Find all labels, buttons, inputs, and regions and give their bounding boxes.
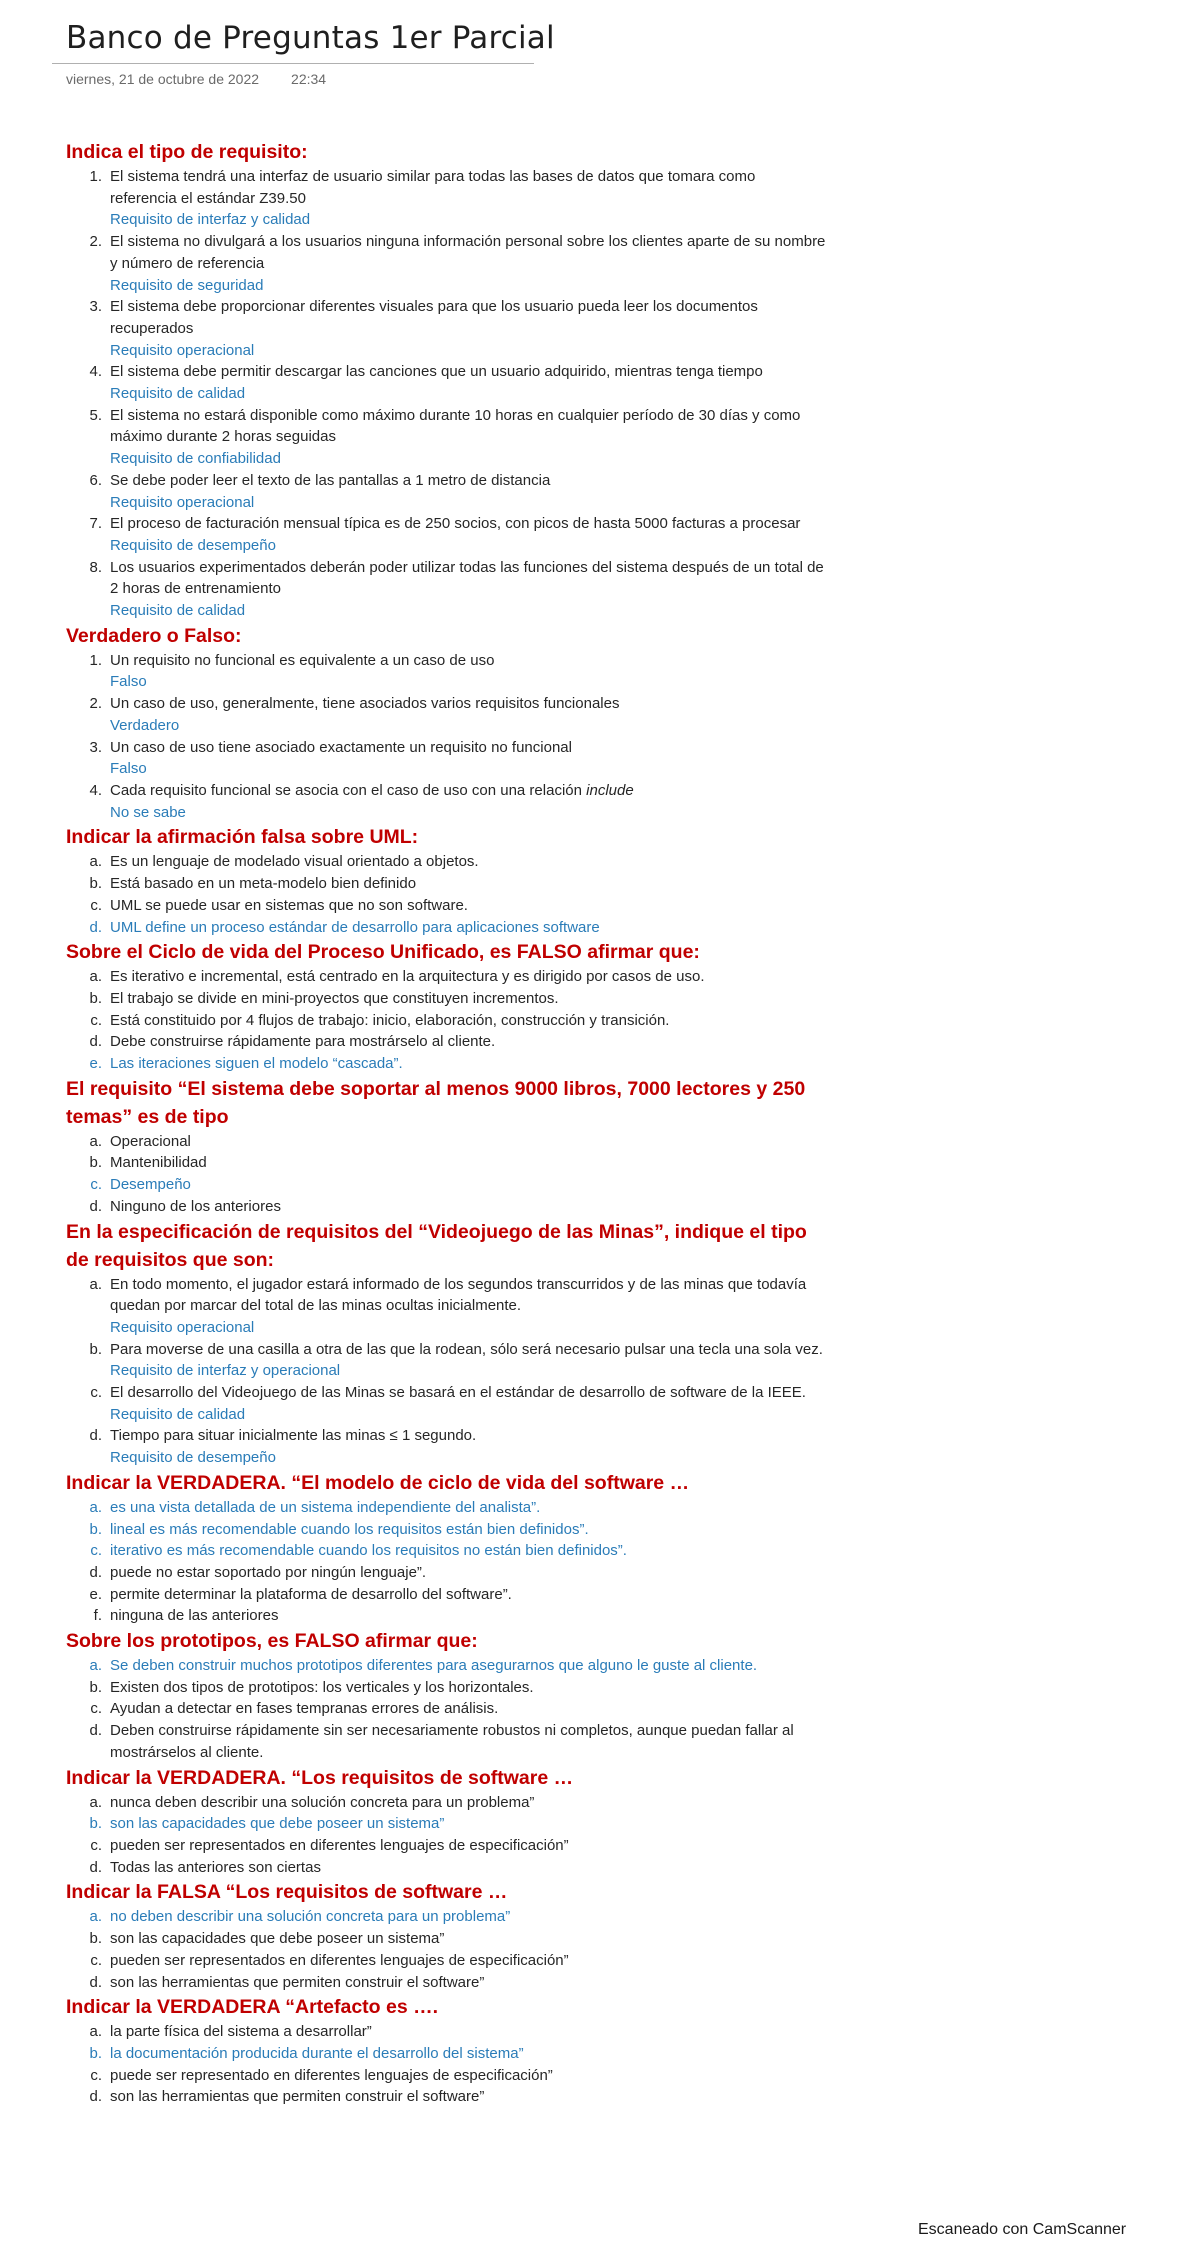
- question-text: Todas las anteriores son ciertas: [110, 1858, 321, 1876]
- question-text: Es iterativo e incremental, está centrado en la arquitectura y es dirigido por casos de uso.: [110, 968, 705, 986]
- option-item: [66, 1562, 826, 1584]
- question-item: [66, 513, 826, 556]
- answer-text: Verdadero: [110, 716, 180, 734]
- list-marker: c.: [90, 1542, 102, 1560]
- list-marker: b.: [89, 2044, 102, 2062]
- question-item: [66, 361, 826, 404]
- list-marker: e.: [89, 1585, 102, 1603]
- option-item: [66, 1792, 826, 1814]
- list-marker: a.: [89, 968, 102, 986]
- question-list: [66, 966, 826, 1075]
- question-list: [66, 166, 826, 622]
- answer-text: Requisito de interfaz y calidad: [110, 211, 311, 229]
- section-title: En la especificación de requisitos del “Videojuego de las Minas”, indique el tipo de requisitos que son:: [66, 1220, 807, 1271]
- list-marker: a.: [89, 1657, 102, 1675]
- question-text: ninguna de las anteriores: [110, 1607, 279, 1625]
- section-title: Indicar la afirmación falsa sobre UML:: [66, 826, 419, 849]
- list-marker: c.: [90, 2066, 102, 2084]
- option-item: [66, 1857, 826, 1879]
- list-marker: d.: [89, 1033, 102, 1051]
- question-text: Un requisito no funcional es equivalente a un caso de uso: [110, 651, 495, 669]
- question-text: UML se puede usar en sistemas que no son software.: [110, 896, 468, 914]
- list-marker: 8.: [89, 558, 102, 576]
- question-item: [66, 166, 826, 231]
- question-item: [66, 1339, 826, 1382]
- list-marker: d.: [89, 2088, 102, 2106]
- question-item: [66, 693, 826, 736]
- correct-option: [66, 1655, 826, 1677]
- question-text: Deben construirse rápidamente sin ser necesariamente robustos ni completos, aunque puedan fallar al mostrárselos al cliente.: [110, 1722, 794, 1761]
- answer-text: Requisito operacional: [110, 1318, 255, 1336]
- list-marker: b.: [89, 1154, 102, 1172]
- list-marker: c.: [90, 896, 102, 914]
- list-marker: b.: [89, 1678, 102, 1696]
- question-item: [66, 780, 826, 823]
- list-marker: a.: [89, 1793, 102, 1811]
- answer-text: No se sabe: [110, 803, 186, 821]
- list-marker: 1.: [89, 651, 102, 669]
- list-marker: 7.: [89, 515, 102, 533]
- answer-text: Requisito de calidad: [110, 602, 246, 620]
- list-marker: c.: [90, 1011, 102, 1029]
- question-list: [66, 2021, 826, 2108]
- question-text: Ninguno de los anteriores: [110, 1197, 281, 1215]
- answer-text: Requisito de calidad: [110, 1405, 246, 1423]
- answer-text: Requisito de interfaz y operacional: [110, 1362, 341, 1380]
- question-text: Para moverse de una casilla a otra de las que la rodean, sólo será necesario pulsar una tecla una sola vez.: [110, 1340, 823, 1358]
- question-text: El sistema no divulgará a los usuarios ninguna información personal sobre los clientes aparte de su nombre y número de referencia: [110, 233, 826, 272]
- answer-text: Falso: [110, 760, 147, 778]
- question-item: [66, 231, 826, 296]
- list-marker: b.: [89, 1815, 102, 1833]
- section-title: Indica el tipo de requisito:: [66, 141, 308, 163]
- answer-text: Requisito de confiabilidad: [110, 450, 281, 468]
- correct-option: [66, 1813, 826, 1835]
- question-text: Mantenibilidad: [110, 1154, 207, 1172]
- question-list: [66, 1274, 826, 1469]
- option-item: [66, 1972, 826, 1994]
- correct-option: [66, 1519, 826, 1541]
- list-marker: 4.: [89, 363, 102, 381]
- correct-option: [66, 1174, 826, 1196]
- option-item: [66, 1928, 826, 1950]
- correct-option: [66, 1053, 826, 1075]
- title-divider: [52, 63, 534, 64]
- question-text: no deben describir una solución concreta para un problema”: [110, 1908, 511, 1926]
- list-marker: 3.: [89, 298, 102, 316]
- question-text: Las iteraciones siguen el modelo “cascada”.: [110, 1055, 403, 1073]
- list-marker: a.: [89, 1498, 102, 1516]
- question-list: [66, 1792, 826, 1879]
- question-item: [66, 296, 826, 361]
- question-text: Se debe poder leer el texto de las pantallas a 1 metro de distancia: [110, 471, 551, 489]
- list-marker: 1.: [89, 168, 102, 185]
- list-marker: a.: [89, 853, 102, 871]
- question-text: El proceso de facturación mensual típica es de 250 socios, con picos de hasta 5000 facturas a procesar: [110, 515, 801, 533]
- list-marker: c.: [90, 1951, 102, 1969]
- question-list: [66, 1497, 826, 1627]
- option-item: [66, 966, 826, 988]
- list-marker: a.: [89, 1275, 102, 1293]
- option-item: [66, 2021, 826, 2043]
- question-text: Está basado en un meta-modelo bien definido: [110, 875, 417, 893]
- option-item: [66, 1677, 826, 1699]
- question-item: [66, 1274, 826, 1339]
- option-item: [66, 1720, 826, 1763]
- option-item: [66, 1031, 826, 1053]
- section-title: Indicar la VERDADERA “Artefacto es ….: [66, 1996, 439, 2019]
- list-marker: d.: [89, 1427, 102, 1445]
- answer-text: Requisito de desempeño: [110, 1449, 276, 1467]
- question-text: puede ser representado en diferentes lenguajes de especificación”: [110, 2066, 553, 2084]
- question-text: puede no estar soportado por ningún lenguaje”.: [110, 1563, 427, 1581]
- question-text: Debe construirse rápidamente para mostrárselo al cliente.: [110, 1033, 496, 1051]
- correct-option: [66, 2043, 826, 2065]
- page-date: viernes, 21 de octubre de 2022: [66, 71, 260, 87]
- list-marker: d.: [89, 1563, 102, 1581]
- correct-option: [66, 1497, 826, 1519]
- section-title: Verdadero o Falso:: [66, 624, 242, 647]
- section-title: Sobre los prototipos, es FALSO afirmar que:: [66, 1630, 478, 1653]
- list-marker: d.: [89, 1197, 102, 1215]
- question-item: [66, 1382, 826, 1425]
- question-text: la parte física del sistema a desarrollar”: [110, 2023, 372, 2041]
- question-text: El sistema debe proporcionar diferentes visuales para que los usuario pueda leer los documentos recuperados: [110, 298, 758, 337]
- option-item: [66, 2086, 826, 2108]
- question-text: El sistema debe permitir descargar las canciones que un usuario adquirido, mientras tenga tiempo: [110, 363, 763, 381]
- page-title: Banco de Preguntas 1er Parcial: [66, 20, 555, 56]
- question-text: Está constituido por 4 flujos de trabajo: inicio, elaboración, construcción y transición.: [110, 1011, 670, 1029]
- option-item: [66, 851, 826, 873]
- answer-text: Requisito operacional: [110, 341, 255, 359]
- question-text: son las capacidades que debe poseer un sistema”: [110, 1930, 445, 1948]
- option-item: [66, 1152, 826, 1174]
- option-item: [66, 873, 826, 895]
- list-marker: c.: [90, 1384, 102, 1402]
- question-text: Ayudan a detectar en fases tempranas errores de análisis.: [110, 1700, 499, 1718]
- question-text: En todo momento, el jugador estará informado de los segundos transcurridos y de las minas que todavía quedan por marcar del total de las minas ocultas inicialmente.: [110, 1275, 807, 1315]
- camscanner-watermark: Escaneado con CamScanner: [918, 2221, 1127, 2238]
- option-item: [66, 1196, 826, 1218]
- list-marker: d.: [89, 918, 102, 936]
- question-text: es una vista detallada de un sistema independiente del analista”.: [110, 1498, 541, 1516]
- correct-option: [66, 1540, 826, 1562]
- question-bank: [66, 138, 826, 2108]
- list-marker: a.: [89, 1908, 102, 1926]
- question-list: [66, 1906, 826, 1993]
- question-text: Desempeño: [110, 1176, 191, 1194]
- question-list: [66, 1655, 826, 1764]
- list-marker: a.: [89, 1132, 102, 1150]
- answer-text: Requisito de desempeño: [110, 536, 276, 554]
- option-item: [66, 1835, 826, 1857]
- question-text: pueden ser representados en diferentes lenguajes de especificación”: [110, 1837, 569, 1854]
- question-item: [66, 405, 826, 470]
- list-marker: 5.: [89, 406, 102, 424]
- question-item: [66, 1425, 826, 1468]
- question-text: Los usuarios experimentados deberán poder utilizar todas las funciones del sistema después de un total de 2 horas de entrenamiento: [110, 558, 824, 598]
- question-list: [66, 1131, 826, 1218]
- section-title: Indicar la VERDADERA. “El modelo de ciclo de vida del software …: [66, 1471, 690, 1494]
- list-marker: e.: [89, 1055, 102, 1073]
- question-text: Un caso de uso, generalmente, tiene asociados varios requisitos funcionales: [110, 695, 620, 713]
- question-text: El sistema no estará disponible como máximo durante 10 horas en cualquier período de 30 días y como máximo durante 2 horas seguidas: [110, 406, 801, 446]
- question-item: [66, 737, 826, 780]
- correct-option: [66, 1906, 826, 1928]
- option-item: [66, 2065, 826, 2087]
- list-marker: f.: [93, 1607, 102, 1625]
- question-text: Tiempo para situar inicialmente las minas ≤ 1 segundo.: [110, 1427, 477, 1445]
- question-item: [66, 557, 826, 622]
- list-marker: b.: [89, 1340, 102, 1358]
- list-marker: 2.: [89, 233, 102, 251]
- option-item: [66, 1010, 826, 1032]
- list-marker: 6.: [89, 471, 102, 489]
- question-text: pueden ser representados en diferentes lenguajes de especificación”: [110, 1951, 569, 1969]
- question-text: lineal es más recomendable cuando los requisitos están bien definidos”.: [110, 1520, 589, 1538]
- emphasized-term: include: [586, 781, 634, 799]
- section-title: Indicar la FALSA “Los requisitos de software …: [66, 1881, 508, 1904]
- list-marker: d.: [89, 1973, 102, 1991]
- question-text: nunca deben describir una solución concreta para un problema”: [110, 1793, 535, 1811]
- page-meta: [66, 71, 326, 87]
- question-text: UML define un proceso estándar de desarrollo para aplicaciones software: [110, 918, 600, 936]
- question-text: permite determinar la plataforma de desarrollo del software”.: [110, 1585, 512, 1603]
- list-marker: c.: [90, 1176, 102, 1194]
- option-item: [66, 895, 826, 917]
- option-item: [66, 1584, 826, 1606]
- list-marker: d.: [89, 1858, 102, 1876]
- question-text: El desarrollo del Videojuego de las Minas se basará en el estándar de desarrollo de software de la IEEE.: [110, 1384, 806, 1402]
- page-time: 22:34: [291, 71, 327, 87]
- list-marker: b.: [89, 989, 102, 1007]
- list-marker: c.: [90, 1700, 102, 1718]
- section-title: Sobre el Ciclo de vida del Proceso Unificado, es FALSO afirmar que:: [66, 941, 700, 964]
- list-marker: b.: [89, 1930, 102, 1948]
- section-title: El requisito “El sistema debe soportar al menos 9000 libros, 7000 lectores y 250 temas” es de tipo: [66, 1077, 806, 1128]
- correct-option: [66, 917, 826, 939]
- list-marker: b.: [89, 1520, 102, 1538]
- question-text: la documentación producida durante el desarrollo del sistema”: [110, 2044, 524, 2062]
- question-text: son las herramientas que permiten construir el software”: [110, 2088, 485, 2106]
- option-item: [66, 1950, 826, 1972]
- answer-text: Requisito operacional: [110, 493, 255, 511]
- question-text: Se deben construir muchos prototipos diferentes para asegurarnos que alguno le guste al cliente.: [110, 1657, 758, 1675]
- answer-text: Requisito de calidad: [110, 385, 246, 403]
- option-item: [66, 988, 826, 1010]
- question-list: [66, 851, 826, 938]
- answer-text: Requisito de seguridad: [110, 276, 264, 294]
- section-title: Indicar la VERDADERA. “Los requisitos de software …: [66, 1766, 574, 1789]
- question-text: son las capacidades que debe poseer un sistema”: [110, 1815, 445, 1833]
- question-text: El trabajo se divide en mini-proyectos que constituyen incrementos.: [110, 989, 559, 1007]
- option-item: [66, 1698, 826, 1720]
- question-item: [66, 650, 826, 693]
- list-marker: 2.: [89, 695, 102, 713]
- option-item: [66, 1131, 826, 1153]
- list-marker: b.: [89, 875, 102, 893]
- question-list: [66, 650, 826, 824]
- list-marker: 4.: [89, 781, 102, 799]
- list-marker: a.: [89, 2023, 102, 2041]
- list-marker: d.: [89, 1722, 102, 1740]
- question-text: Cada requisito funcional se asocia con el caso de uso con una relación: [110, 781, 587, 799]
- question-text: iterativo es más recomendable cuando los requisitos no están bien definidos”.: [110, 1542, 627, 1560]
- question-text: son las herramientas que permiten construir el software”: [110, 1973, 485, 1991]
- list-marker: 3.: [89, 738, 102, 756]
- question-text: Es un lenguaje de modelado visual orientado a objetos.: [110, 853, 479, 871]
- question-text: Un caso de uso tiene asociado exactamente un requisito no funcional: [110, 738, 572, 756]
- question-text: Operacional: [110, 1132, 191, 1150]
- question-text: Existen dos tipos de prototipos: los verticales y los horizontales.: [110, 1678, 534, 1696]
- question-text: El sistema tendrá una interfaz de usuario similar para todas las bases de datos que tomara como referencia el estándar Z39.50: [110, 168, 756, 207]
- answer-text: Falso: [110, 673, 147, 691]
- option-item: [66, 1605, 826, 1627]
- question-item: [66, 470, 826, 513]
- list-marker: c.: [90, 1837, 102, 1854]
